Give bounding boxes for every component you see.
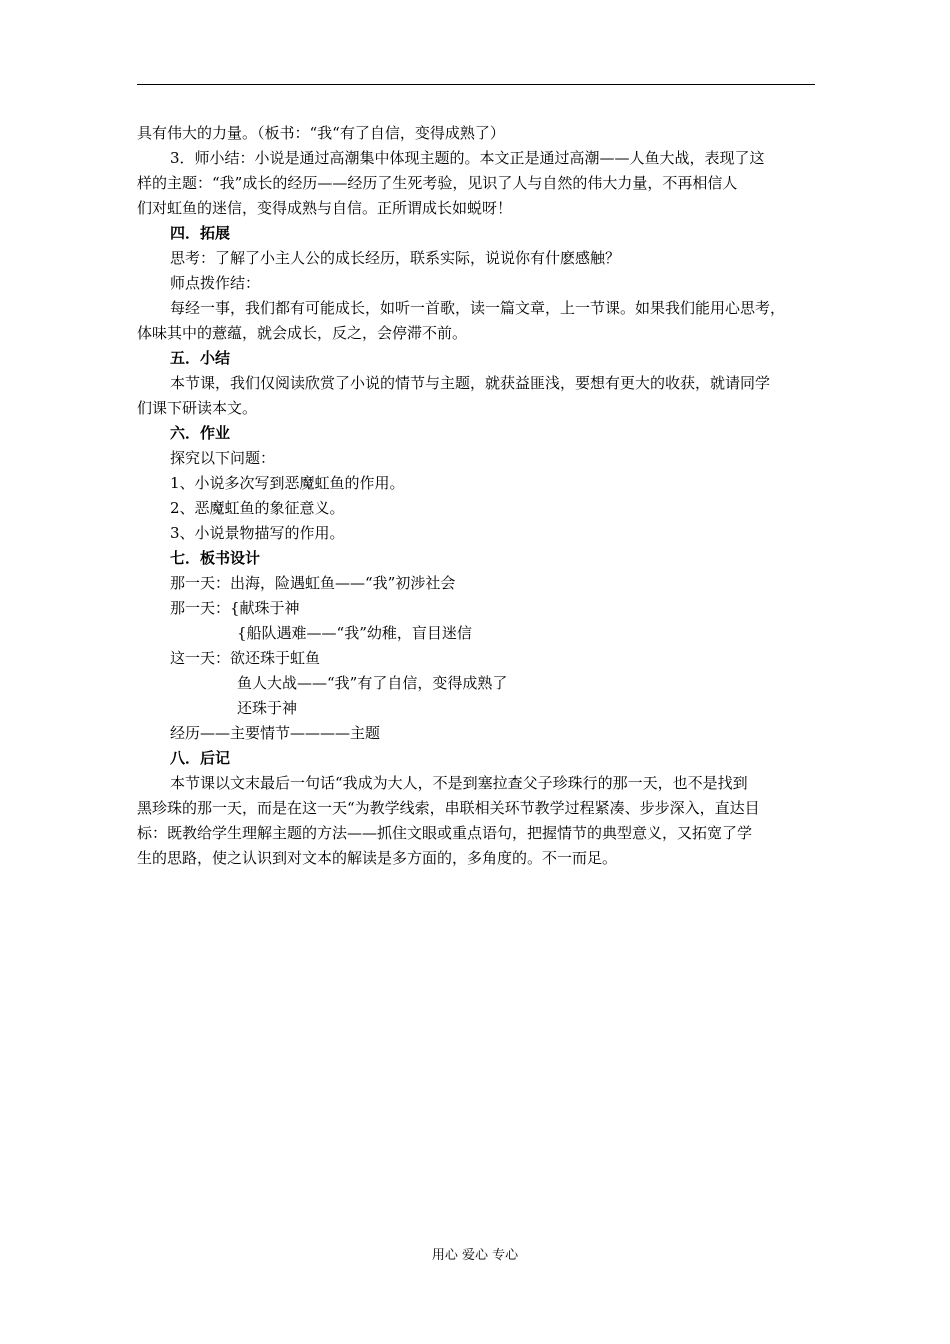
document-body — [137, 121, 817, 871]
board-line: 还珠于神 — [237, 699, 298, 717]
section-heading-homework: 六．作业 — [170, 424, 231, 442]
paragraph-line: 标：既教给学生理解主题的方法——抓住文眼或重点语句，把握情节的典型意义，又拓宽了学 — [137, 824, 753, 842]
section-heading-postscript: 八．后记 — [170, 749, 231, 767]
board-line: 经历——主要情节————主题 — [170, 724, 381, 742]
board-line: {船队遇难——“我”幼稚，盲目迷信 — [237, 624, 472, 642]
paragraph-line: 生的思路，使之认识到对文本的解读是多方面的，多角度的。不一而足。 — [137, 849, 618, 867]
text-line: 具有伟大的力量。（板书：“我“有了自信，变得成熟了） — [137, 124, 505, 142]
homework-item: 3、小说景物描写的作用。 — [170, 524, 345, 542]
board-line: 那一天：出海，险遇虹鱼——“我”初涉社会 — [170, 574, 456, 592]
paragraph-line: 本节课以文末最后一句话“我成为大人，不是到塞拉查父子珍珠行的那一天，也不是找到 — [170, 774, 748, 792]
board-line: 这一天：欲还珠于虹鱼 — [170, 649, 321, 667]
teacher-conclusion-label: 师点拨作结： — [170, 274, 261, 292]
section-heading-summary: 五．小结 — [170, 349, 231, 367]
paragraph-line: 本节课，我们仅阅读欣赏了小说的情节与主题，就获益匪浅，要想有更大的收获，就请同学 — [170, 374, 771, 392]
paragraph-line: 体味其中的薏蕴，就会成长，反之，会停滞不前。 — [137, 324, 468, 342]
homework-intro: 探究以下问题： — [170, 449, 276, 467]
teacher-summary-line: 们对虹鱼的迷信，变得成熟与自信。正所谓成长如蜕呀！ — [137, 199, 513, 217]
teacher-summary-line: 样的主题：“我”成长的经历——经历了生死考验，见识了人与自然的伟大力量，不再相信人 — [137, 174, 738, 192]
paragraph-line: 每经一事，我们都有可能成长，如听一首歌，读一篇文章，上一节课。如果我们能用心思考， — [170, 299, 786, 317]
board-line: 那一天：{献珠于神 — [170, 599, 300, 617]
paragraph-line: 们课下研读本文。 — [137, 399, 258, 417]
section-heading-board-design: 七．板书设计 — [170, 549, 261, 567]
homework-item: 2、恶魔虹鱼的象征意义。 — [170, 499, 345, 517]
board-line: 鱼人大战——“我”有了自信，变得成熟了 — [237, 674, 508, 692]
paragraph-line: 黑珍珠的那一天，而是在这一天“为教学线索，串联相关环节教学过程紧凑、步步深入，直达目 — [137, 799, 760, 817]
teacher-summary-line: 3．师小结：小说是通过高潮集中体现主题的。本文正是通过高潮——人鱼大战，表现了这 — [170, 149, 765, 167]
section-heading-extension: 四．拓展 — [170, 224, 231, 242]
page-footer: 用心 爱心 专心 — [431, 1248, 519, 1263]
header-rule — [137, 84, 815, 85]
homework-item: 1、小说多次写到恶魔虹鱼的作用。 — [170, 474, 405, 492]
think-question: 思考：了解了小主人公的成长经历，联系实际，说说你有什麽感触？ — [170, 249, 621, 267]
